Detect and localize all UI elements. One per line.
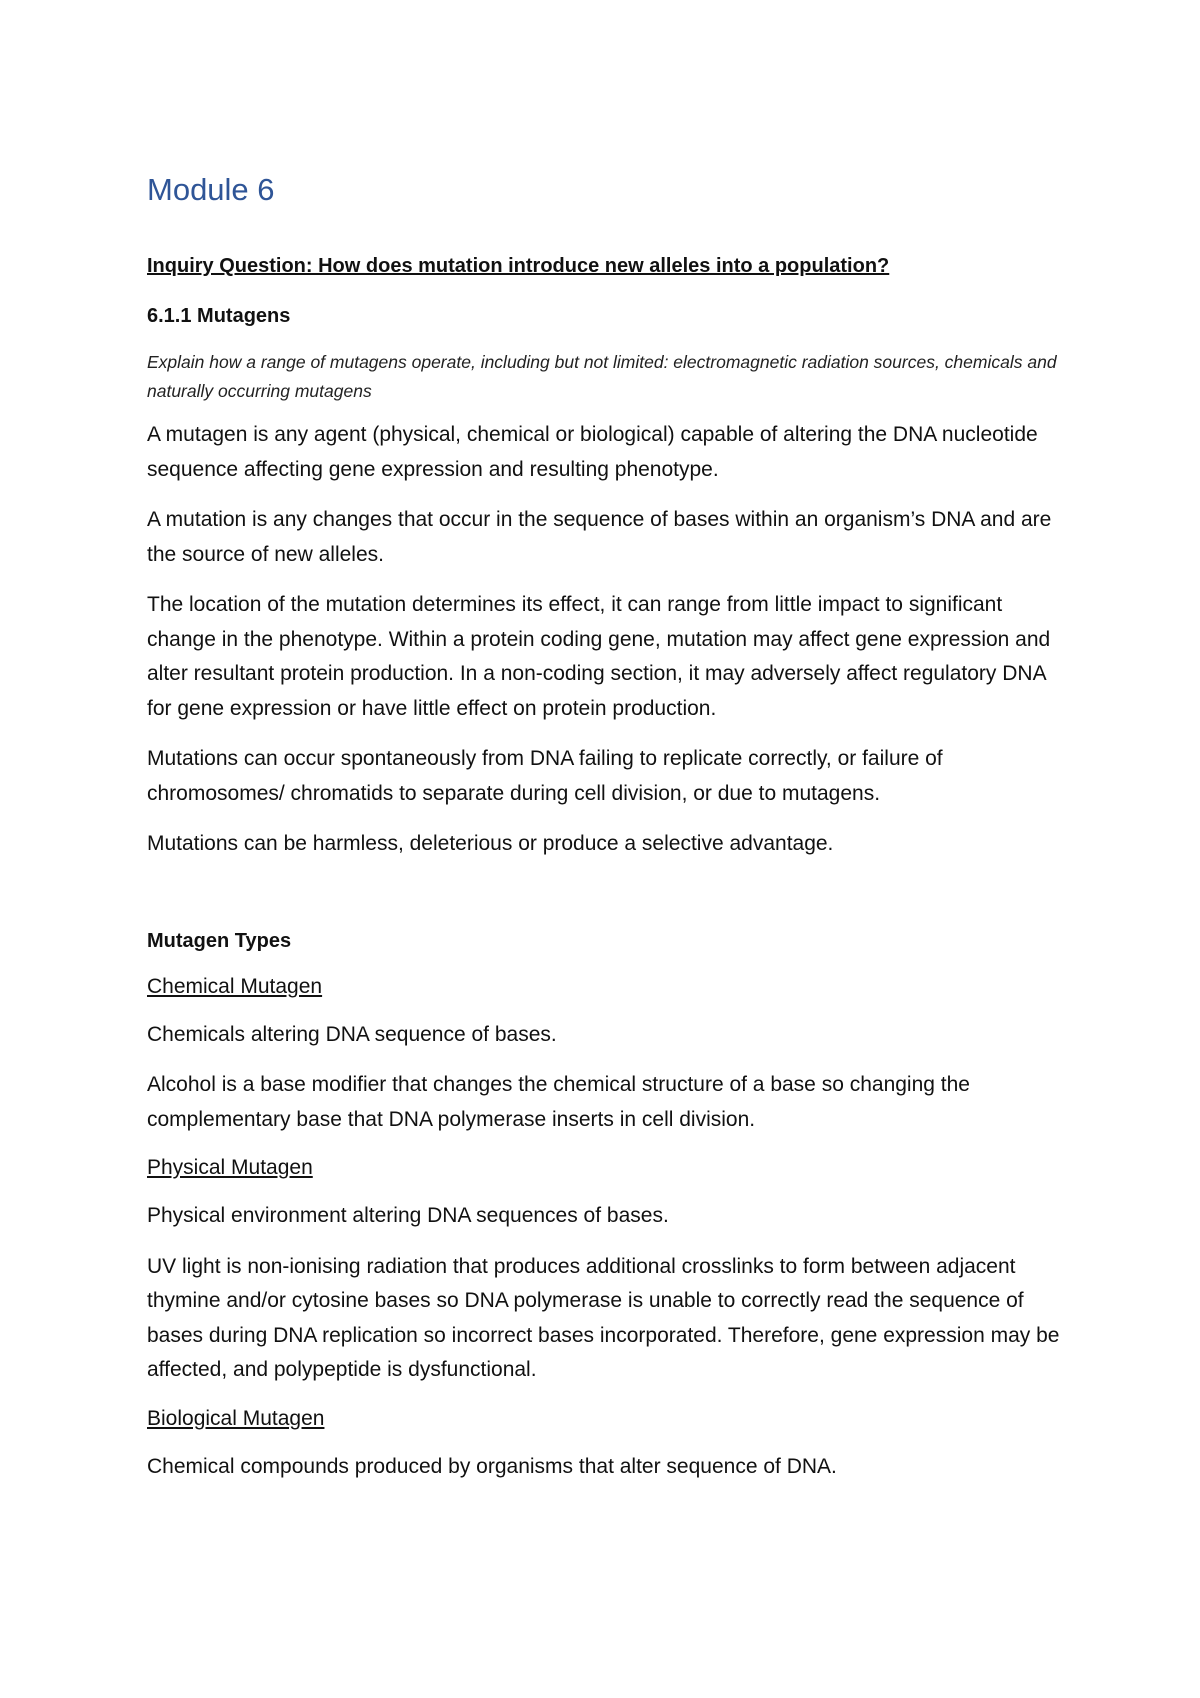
paragraph-mutation-location: The location of the mutation determines its effect, it can range from little impact to significant change in the phenotype. Within a protein coding gene, mutation may affect gene expression and alter resultant protein production. In a non-coding section, it may adversely affect regulatory DNA for gene expression or have little effect on protein production. <box>147 593 1051 720</box>
physical-mutagen-heading: Physical Mutagen <box>147 1156 313 1179</box>
biological-mutagen-definition: Chemical compounds produced by organisms that alter sequence of DNA. <box>147 1454 837 1478</box>
chemical-mutagen-definition: Chemicals altering DNA sequence of bases. <box>147 1022 557 1046</box>
paragraph-mutation-definition: A mutation is any changes that occur in the sequence of bases within an organism’s DNA and are the source of new alleles. <box>147 508 1052 566</box>
section-heading: 6.1.1 Mutagens <box>147 305 291 327</box>
mutagen-types-heading: Mutagen Types <box>147 929 292 952</box>
physical-mutagen-definition: Physical environment altering DNA sequences of bases. <box>147 1204 669 1227</box>
chemical-mutagen-example: Alcohol is a base modifier that changes the chemical structure of a base so changing the complementary base that DNA polymerase inserts in cell division. <box>147 1073 970 1131</box>
chemical-mutagen-heading: Chemical Mutagen <box>147 974 323 998</box>
document-page <box>147 170 1067 1500</box>
inquiry-question: Inquiry Question: How does mutation introduce new alleles into a population? <box>147 255 890 277</box>
paragraph-mutation-effects: Mutations can be harmless, deleterious or produce a selective advantage. <box>147 832 834 855</box>
biological-mutagen-heading: Biological Mutagen <box>147 1406 325 1430</box>
module-title: Module 6 <box>147 172 275 207</box>
physical-mutagen-example: UV light is non-ionising radiation that produces additional crosslinks to form between adjacent thymine and/or cytosine bases so DNA polymerase is unable to correctly read the sequence of bases during DNA replication so incorrect bases incorporated. Therefore, gene expression may be affected, and polypeptide is dysfunctional. <box>147 1254 1060 1381</box>
section-spacer <box>147 878 1067 926</box>
syllabus-point: Explain how a range of mutagens operate, including but not limited: electromagnetic radiation sources, chemicals and naturally occurring mutagens <box>147 352 1057 401</box>
paragraph-mutation-causes: Mutations can occur spontaneously from DNA failing to replicate correctly, or failure of chromosomes/ chromatids to separate during cell division, or due to mutagens. <box>147 747 943 805</box>
paragraph-mutagen-definition: A mutagen is any agent (physical, chemical or biological) capable of altering the DNA nucleotide sequence affecting gene expression and resulting phenotype. <box>147 423 1038 481</box>
